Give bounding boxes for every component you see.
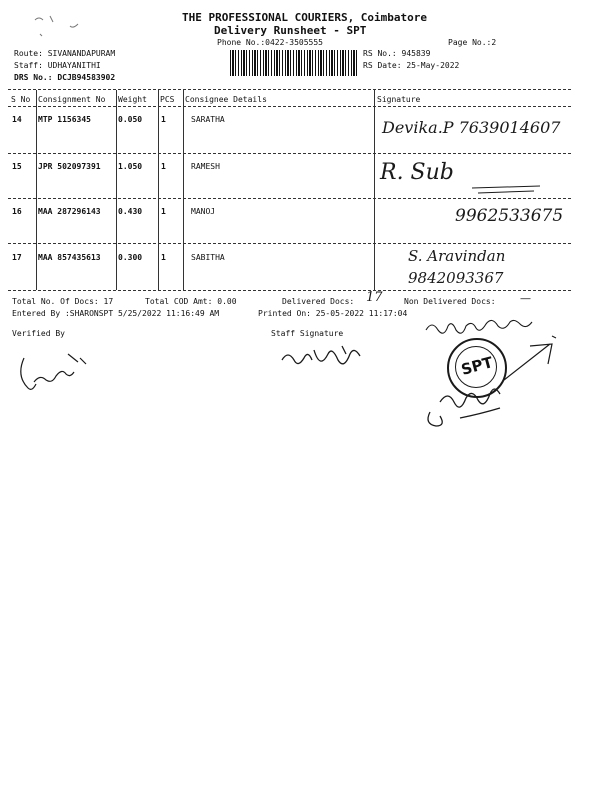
runsheet-subtitle: Delivery Runsheet - SPT <box>214 24 367 37</box>
row-consignment: MAA 287296143 <box>38 207 101 216</box>
rs-date: RS Date: 25-May-2022 <box>363 61 460 70</box>
row-rule <box>8 243 571 244</box>
total-docs: Total No. Of Docs: 17 <box>12 297 114 306</box>
col-header-consignee: Consignee Details <box>185 95 267 104</box>
handwritten-signature: Devika.P 7639014607 <box>382 118 561 137</box>
signature-underline <box>470 182 550 196</box>
row-weight: 0.430 <box>118 207 143 216</box>
row-consignee: SARATHA <box>191 115 225 124</box>
company-title: THE PROFESSIONAL COURIERS, Coimbatore <box>182 11 428 24</box>
column-divider <box>158 90 159 290</box>
scan-marks <box>30 12 90 42</box>
col-header-pcs: PCS <box>160 95 175 104</box>
row-consignment: MTP 1156345 <box>38 115 91 124</box>
stamp-text: SPT <box>459 353 495 379</box>
table-top-rule <box>8 89 571 90</box>
entered-by: Entered By :SHARONSPT 5/25/2022 11:16:49 AM <box>12 309 220 318</box>
table-header-rule <box>8 106 571 107</box>
col-header-sno: S No <box>11 95 31 104</box>
staff-signature-scribble <box>278 342 388 378</box>
row-weight: 0.050 <box>118 115 143 124</box>
column-divider <box>36 90 37 290</box>
row-sno: 15 <box>12 162 22 171</box>
row-consignee: MANOJ <box>191 207 216 216</box>
row-rule <box>8 153 571 154</box>
row-sno: 16 <box>12 207 22 216</box>
staff-label: Staff: UDHAYANITHI <box>14 61 101 70</box>
handwritten-signature: R. Sub <box>380 160 454 185</box>
row-pcs: 1 <box>161 115 166 124</box>
row-weight: 1.050 <box>118 162 143 171</box>
page-number: Page No.:2 <box>448 38 497 47</box>
staff-signature-label: Staff Signature <box>271 329 344 338</box>
column-divider <box>116 90 117 290</box>
row-sno: 17 <box>12 253 22 262</box>
col-header-consignment: Consignment No <box>38 95 106 104</box>
column-divider <box>374 90 375 290</box>
spt-stamp <box>447 338 507 398</box>
row-consignment: JPR 502097391 <box>38 162 101 171</box>
col-header-weight: Weight <box>118 95 147 104</box>
row-consignee: RAMESH <box>191 162 220 171</box>
stamp-arrow-mark <box>500 340 560 390</box>
delivered-docs-label: Delivered Docs: <box>282 297 355 306</box>
row-weight: 0.300 <box>118 253 143 262</box>
delivered-docs-value: 17 <box>366 290 383 305</box>
total-cod: Total COD Amt: 0.00 <box>145 297 237 306</box>
verified-by-label: Verified By <box>12 329 65 338</box>
row-consignment: MAA 857435613 <box>38 253 101 262</box>
col-header-signature: Signature <box>377 95 421 104</box>
row-consignee: SABITHA <box>191 253 225 262</box>
row-pcs: 1 <box>161 162 166 171</box>
row-sno: 14 <box>12 115 22 124</box>
drs-number: DRS No.: DCJB94583902 <box>14 73 116 82</box>
table-bottom-rule <box>8 290 571 291</box>
printed-on: Printed On: 25-05-2022 11:17:04 <box>258 309 408 318</box>
handwritten-phone: 9962533675 <box>455 206 564 226</box>
verified-by-signature <box>10 348 100 403</box>
route-label: Route: SIVANANDAPURAM <box>14 49 116 58</box>
rs-number: RS No.: 945839 <box>363 49 431 58</box>
handwritten-signature: S. Aravindan 9842093367 <box>408 247 506 287</box>
row-rule <box>8 198 571 199</box>
non-delivered-value: — <box>520 292 531 305</box>
column-divider <box>183 90 184 290</box>
row-pcs: 1 <box>161 253 166 262</box>
barcode <box>230 50 358 76</box>
row-pcs: 1 <box>161 207 166 216</box>
phone-number: Phone No.:0422-3505555 <box>217 38 323 47</box>
non-delivered-label: Non Delivered Docs: <box>404 297 496 306</box>
